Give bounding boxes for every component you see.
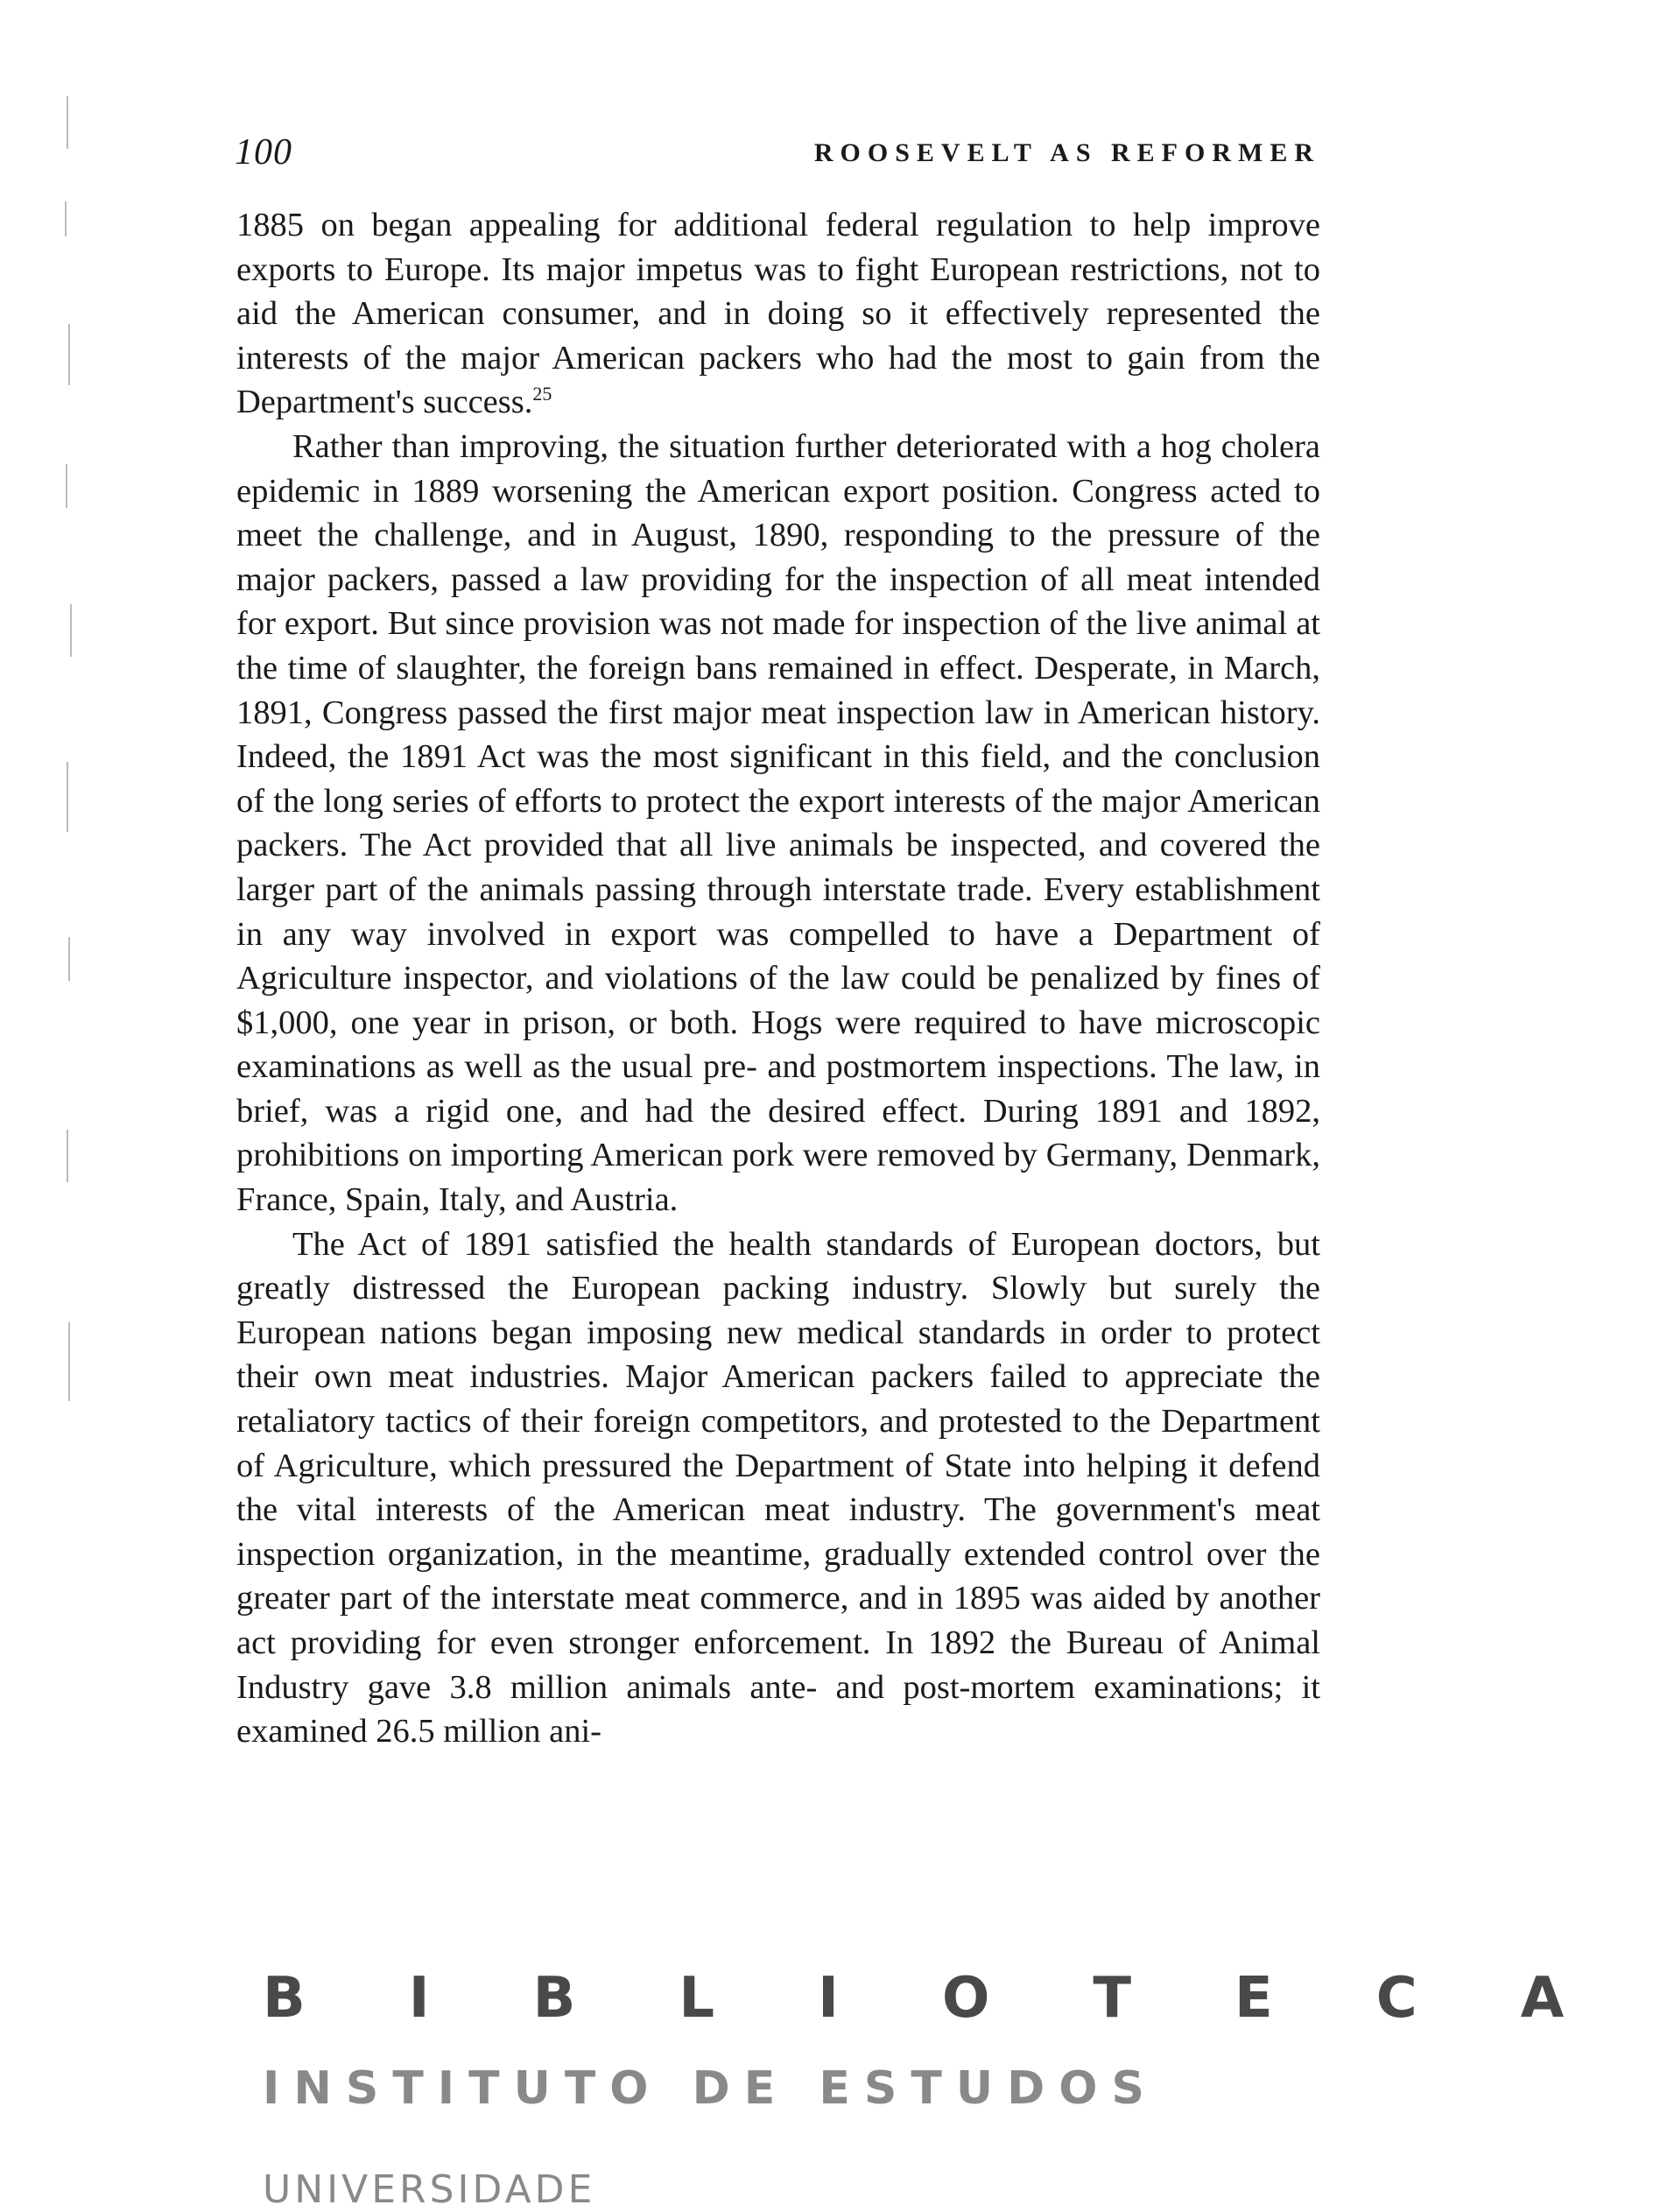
paragraph — [236, 203, 1320, 425]
page-number: 100 — [235, 132, 292, 173]
body-text — [236, 203, 1320, 1754]
footnote-ref: 25 — [532, 383, 552, 405]
running-head: ROOSEVELT AS REFORMER — [813, 138, 1320, 167]
library-stamp-line-2: INSTITUTO DE ESTUDOS — [263, 2062, 1158, 2115]
library-stamp-line-3: UNIVERSIDADE — [263, 2167, 596, 2212]
paragraph — [236, 1222, 1320, 1754]
paragraph-text: The Act of 1891 satisfied the health standards of European doctors, but greatly distressed the European packing industry. Slowly but surely the European nations began imposing new medical standards in order to protect their own meat industries. Major American packers failed to appreciate the retaliatory tactics of their foreign competitors, and protested to the Department of Agriculture, which pressured the Department of State into helping it defend the vital interests of the American meat industry. The government's meat inspection organization, in the meantime, gradually extended control over the greater part of the interstate meat commerce, and in 1895 was aided by another act providing for even stronger enforcement. In 1892 the Bureau of Animal Industry gave 3.8 million animals ante- and post-mortem examinations; it examined 26.5 million ani- — [236, 1225, 1320, 1751]
margin-scan-marks — [61, 61, 96, 1550]
paragraph-text: 1885 on began appealing for additional federal regulation to help improve exports to Europe. Its major impetus was to fight European restrictions, not to aid the American consumer, and in doing so it effectively represented the interests of the major American packers who had the most to gain from the Department's success. — [236, 207, 1320, 421]
paragraph — [236, 425, 1320, 1222]
library-stamp-line-1: BIBLIOTECA — [263, 1966, 1667, 2031]
paragraph-text: Rather than improving, the situation further deteriorated with a hog cholera epidemic in 1889 worsening the American export position. Congress acted to meet the challenge, and in August, 1890, responding to the pressure of the major packers, passed a law providing for the inspection of all meat intended for export. But since provision was not made for inspection of the live animal at the time of slaughter, the foreign bans remained in effect. Desperate, in March, 1891, Congress passed the first major meat inspection law in American history. Indeed, the 1891 Act was the most significant in this field, and the conclusion of the long series of efforts to protect the export interests of the major American packers. The Act provided that all live animals be inspected, and covered the larger part of the animals passing through interstate trade. Every establishment in any way involved in export was compelled to have a Department of Agriculture inspector, and violations of the law could be penalized by fines of $1,000, one year in prison, or both. Hogs were required to have microscopic examinations as well as the usual pre- and postmortem inspections. The law, in brief, was a rigid one, and had the desired effect. During 1891 and 1892, prohibitions on importing American pork were removed by Germany, Denmark, France, Spain, Italy, and Austria. — [236, 427, 1320, 1219]
page-header — [235, 131, 1320, 184]
